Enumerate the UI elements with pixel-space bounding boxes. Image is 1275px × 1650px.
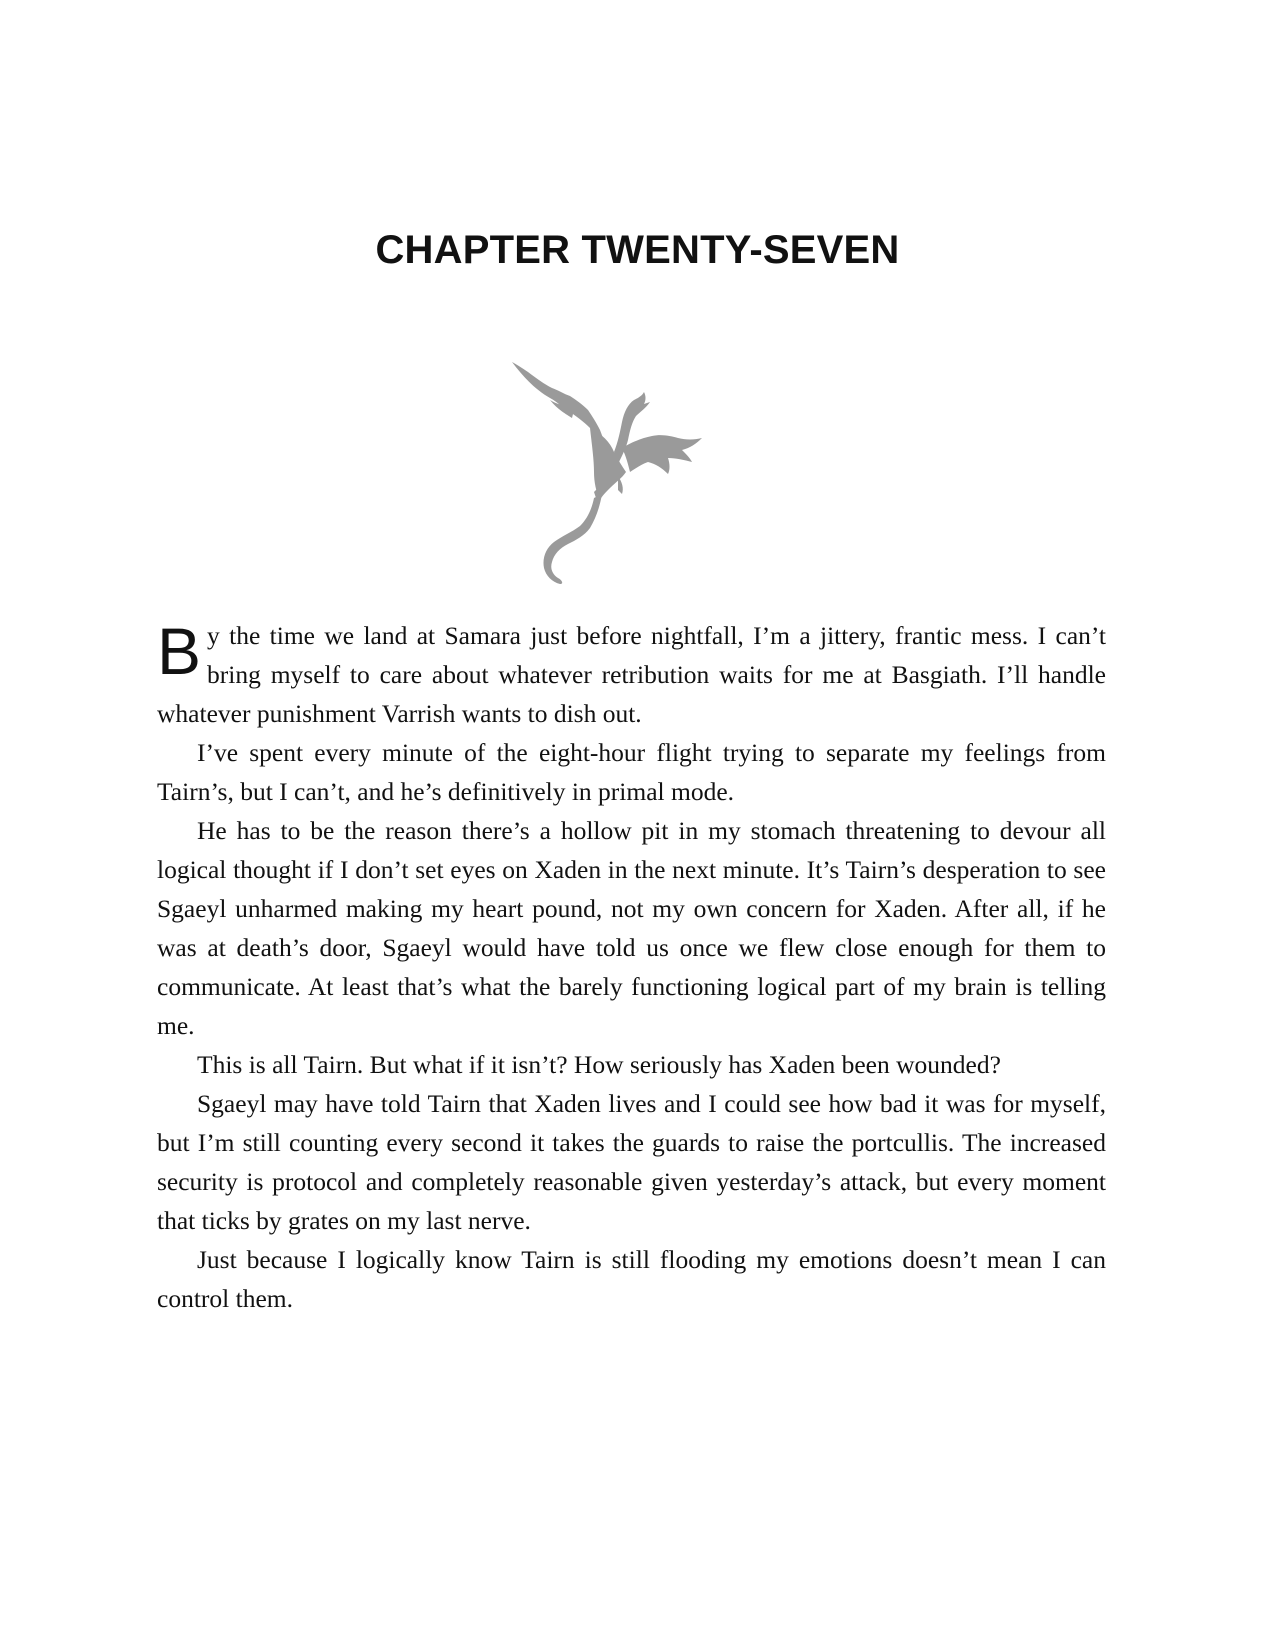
paragraph-3: He has to be the reason there’s a hollow pit in my stomach threatening to devour all logical thought if I don’t set eyes on Xaden in the next minute. It’s Tairn’s desperation to see Sgaeyl unharmed making my heart pound, not my own concern for Xaden. After all, if he was at death’s door, Sgaeyl would have told us once we flew close enough for them to communicate. At least that’s what the barely functioning logical part of my brain is telling me.: [157, 816, 1106, 1040]
paragraph-2: I’ve spent every minute of the eight-hour flight trying to separate my feelings from Tairn’s, but I can’t, and he’s definitively in primal mode.: [157, 738, 1106, 806]
paragraph-1: [157, 616, 1106, 733]
drop-cap: B: [157, 614, 202, 688]
paragraph-6: Just because I logically know Tairn is still flooding my emotions doesn’t mean I can control them.: [157, 1245, 1106, 1313]
chapter-title: CHAPTER TWENTY-SEVEN: [375, 228, 900, 272]
paragraph-text: y the time we land at Samara just before nightfall, I’m a jittery, frantic mess. I can’t bring myself to care about whatever retribution waits for me at Basgiath. I’ll handle whatever punishment Varrish wants to dish out.: [157, 621, 1106, 728]
dragon-silhouette: [512, 362, 702, 584]
chapter-body: [157, 616, 1106, 1318]
paragraph-5: Sgaeyl may have told Tairn that Xaden lives and I could see how bad it was for myself, but I’m still counting every second it takes the guards to raise the portcullis. The increased security is protocol and completely reasonable given yesterday’s attack, but every moment that ticks by grates on my last nerve.: [157, 1089, 1106, 1235]
paragraph-4: This is all Tairn. But what if it isn’t? How seriously has Xaden been wounded?: [197, 1050, 1001, 1079]
dragon-ornament-icon: [510, 360, 710, 585]
